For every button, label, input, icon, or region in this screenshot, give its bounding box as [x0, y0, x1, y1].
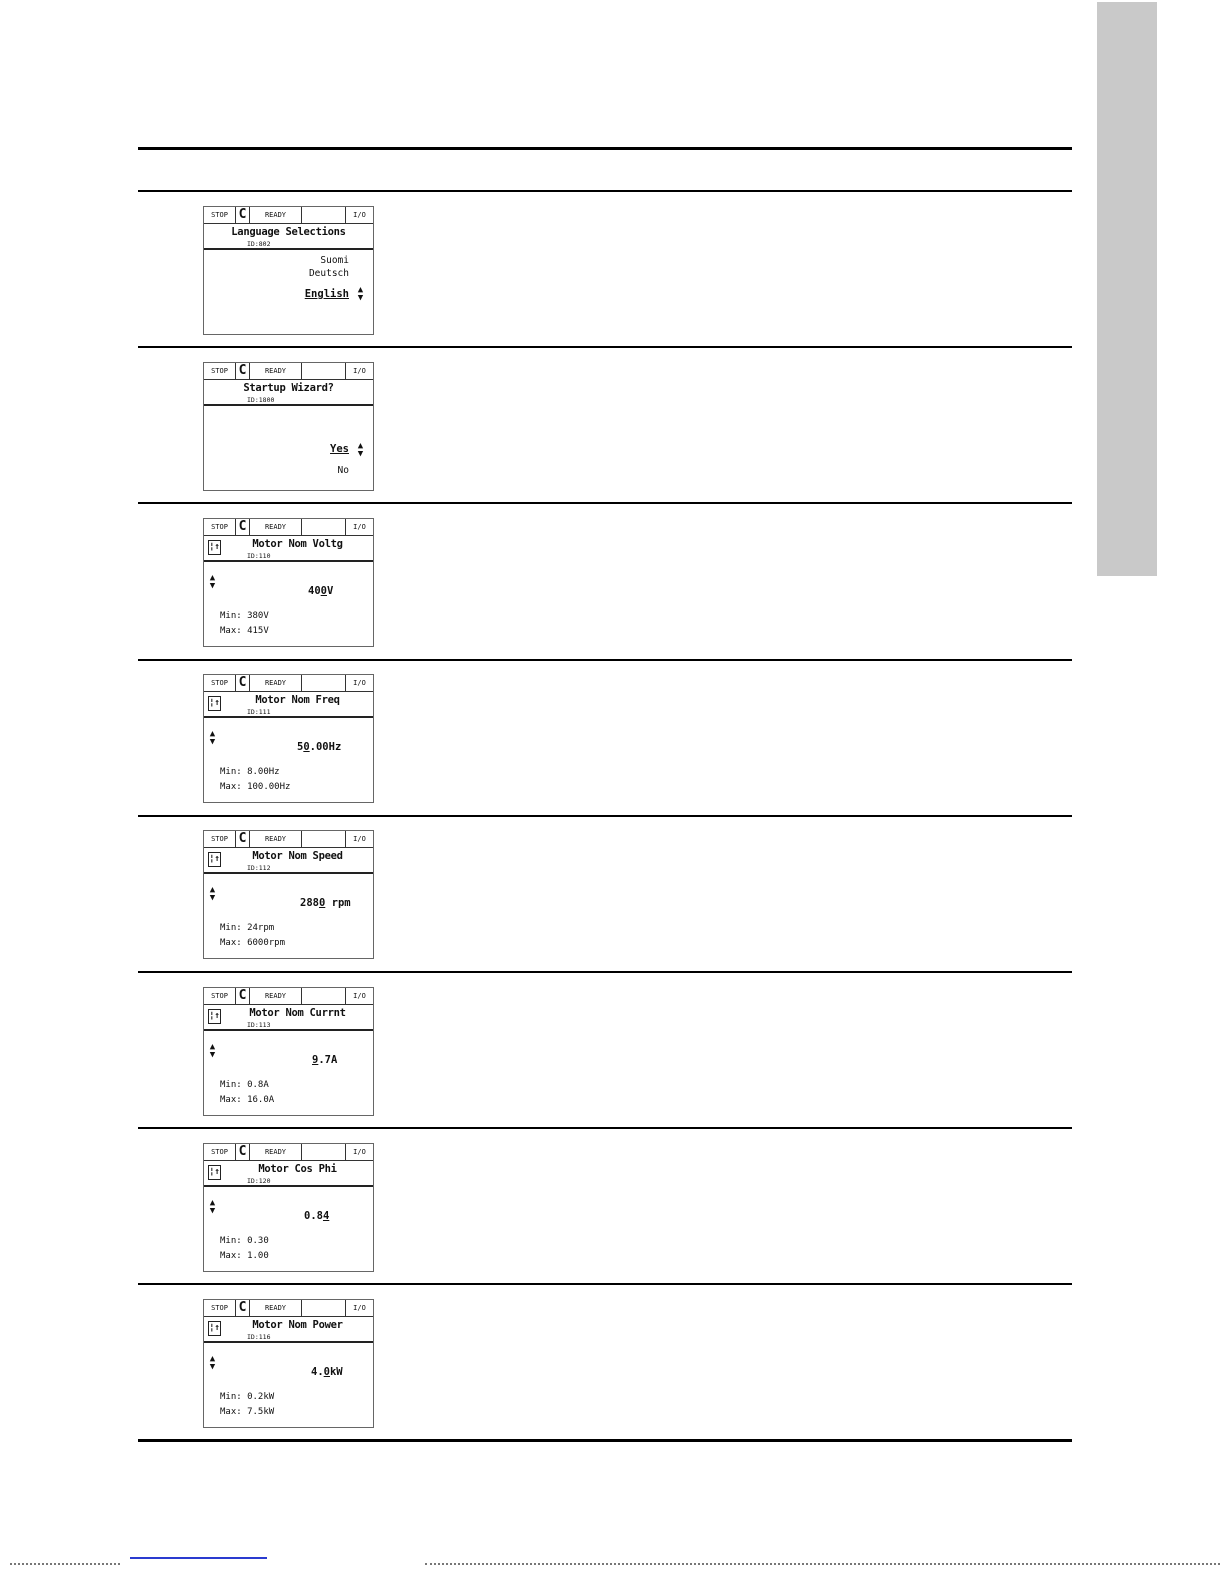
- max-value: Max: 16.0A: [220, 1095, 275, 1105]
- screen-header: [204, 380, 373, 406]
- max-value: Max: 415V: [220, 626, 269, 636]
- status-empty-cell: [302, 675, 346, 691]
- parameter-value[interactable]: [304, 1210, 329, 1222]
- keypad-screen-motor-nom-speed: [203, 830, 374, 959]
- parameter-value[interactable]: [297, 741, 341, 753]
- min-value: Min: 24rpm: [220, 923, 275, 933]
- ready-indicator: READY: [250, 988, 302, 1004]
- up-down-arrows-icon: ▲ ▼: [209, 1354, 216, 1372]
- parameter-value[interactable]: [312, 1054, 337, 1066]
- status-bar: [204, 675, 373, 692]
- ready-indicator: READY: [250, 519, 302, 535]
- value-cursor-digit: 0: [303, 741, 310, 753]
- stop-indicator: STOP: [204, 207, 236, 223]
- up-down-arrows-icon: ▲ ▼: [209, 1042, 216, 1060]
- value-prefix: 288: [300, 897, 319, 909]
- max-value: Max: 6000rpm: [220, 938, 286, 948]
- parameter-id: ID:120: [247, 1177, 271, 1185]
- wizard-option[interactable]: No: [337, 465, 349, 476]
- up-down-arrows-icon: ▲ ▼: [209, 729, 216, 747]
- io-indicator: I/O: [353, 835, 366, 843]
- up-down-arrows-icon: ▲ ▼: [209, 1198, 216, 1216]
- language-option[interactable]: Deutsch: [308, 268, 349, 279]
- status-bar: [204, 831, 373, 848]
- status-empty-cell: [302, 831, 346, 847]
- keypad-screen-motor-cos-phi: [203, 1143, 374, 1272]
- footer-link-underline[interactable]: [130, 1557, 267, 1559]
- row-divider: [138, 971, 1072, 973]
- keypad-screen-language: [203, 206, 374, 335]
- refresh-icon: C: [236, 1300, 250, 1316]
- io-indicator: I/O: [353, 523, 366, 531]
- value-prefix: 4.: [311, 1366, 324, 1378]
- status-empty-cell: [302, 1300, 346, 1316]
- status-bar: [204, 363, 373, 380]
- status-bar: [204, 519, 373, 536]
- ready-indicator: READY: [250, 831, 302, 847]
- keypad-screen-startup-wizard: [203, 362, 374, 491]
- stop-indicator: STOP: [204, 363, 236, 379]
- parameter-value[interactable]: [311, 1366, 343, 1378]
- io-indicator: I/O: [353, 679, 366, 687]
- min-value: Min: 380V: [220, 611, 269, 621]
- row-divider: [138, 502, 1072, 504]
- min-value: Min: 0.2kW: [220, 1392, 275, 1402]
- stop-indicator: STOP: [204, 675, 236, 691]
- parameter-edit-icon: ¦↑: [208, 540, 221, 555]
- screen-title: Motor Nom Voltg: [252, 538, 343, 550]
- value-suffix: kW: [329, 1366, 343, 1378]
- io-indicator: I/O: [353, 367, 366, 375]
- refresh-icon: C: [236, 363, 250, 379]
- max-value: Max: 100.00Hz: [220, 782, 291, 792]
- min-value: Min: 8.00Hz: [220, 767, 280, 777]
- keypad-screen-motor-nom-voltg: [203, 518, 374, 647]
- status-bar: [204, 1300, 373, 1317]
- keypad-screen-motor-nom-currnt: [203, 987, 374, 1116]
- language-option[interactable]: Suomi: [320, 255, 349, 266]
- parameter-id: ID:116: [247, 1333, 271, 1341]
- footer-dotted-line: [10, 1563, 120, 1565]
- stop-indicator: STOP: [204, 1300, 236, 1316]
- keypad-screen-motor-nom-freq: [203, 674, 374, 803]
- refresh-icon: C: [236, 988, 250, 1004]
- max-value: Max: 7.5kW: [220, 1407, 275, 1417]
- value-cursor-digit: 4: [322, 1210, 330, 1222]
- value-suffix: .7A: [318, 1054, 338, 1066]
- row-divider: [138, 1283, 1072, 1285]
- value-suffix: rpm: [325, 897, 351, 909]
- io-indicator: I/O: [353, 1304, 366, 1312]
- stop-indicator: STOP: [204, 519, 236, 535]
- screen-header: [204, 848, 373, 874]
- value-prefix: 0.8: [304, 1210, 323, 1222]
- chapter-side-tab: [1097, 2, 1157, 576]
- parameter-id: ID:111: [247, 708, 271, 716]
- table-top-rule: [138, 147, 1072, 150]
- value-prefix: 5: [297, 741, 304, 753]
- wizard-option-selected[interactable]: Yes: [330, 443, 349, 455]
- status-empty-cell: [302, 363, 346, 379]
- screen-title: Motor Nom Speed: [252, 850, 343, 862]
- footer-dotted-line: [425, 1563, 1220, 1565]
- screen-title: Language Selections: [231, 226, 346, 238]
- parameter-edit-icon: ¦↑: [208, 696, 221, 711]
- stop-indicator: STOP: [204, 1144, 236, 1160]
- refresh-icon: C: [236, 519, 250, 535]
- refresh-icon: C: [236, 831, 250, 847]
- status-bar: [204, 207, 373, 224]
- ready-indicator: READY: [250, 363, 302, 379]
- row-divider: [138, 1127, 1072, 1129]
- parameter-edit-icon: ¦↑: [208, 1165, 221, 1180]
- screen-header: [204, 1161, 373, 1187]
- up-down-arrows-icon: ▲ ▼: [209, 573, 216, 591]
- parameter-id: ID:113: [247, 1021, 271, 1029]
- io-indicator: I/O: [353, 211, 366, 219]
- value-cursor-digit: 0: [318, 897, 326, 909]
- parameter-id: ID:110: [247, 552, 271, 560]
- io-indicator: I/O: [353, 1148, 366, 1156]
- io-indicator: I/O: [353, 992, 366, 1000]
- status-empty-cell: [302, 988, 346, 1004]
- screen-title: Motor Nom Power: [252, 1319, 343, 1331]
- status-empty-cell: [302, 1144, 346, 1160]
- table-bottom-rule: [138, 1439, 1072, 1442]
- screen-title: Motor Nom Currnt: [249, 1007, 346, 1019]
- refresh-icon: C: [236, 207, 250, 223]
- refresh-icon: C: [236, 1144, 250, 1160]
- screen-header: [204, 1005, 373, 1031]
- min-value: Min: 0.30: [220, 1236, 269, 1246]
- refresh-icon: C: [236, 675, 250, 691]
- parameter-value[interactable]: [300, 897, 351, 909]
- stop-indicator: STOP: [204, 988, 236, 1004]
- parameter-id: ID:1800: [247, 396, 275, 404]
- screen-header: [204, 536, 373, 562]
- status-empty-cell: [302, 207, 346, 223]
- parameter-edit-icon: ¦↑: [208, 1321, 221, 1336]
- language-option-selected[interactable]: English: [304, 288, 349, 300]
- screen-header: [204, 692, 373, 718]
- parameter-id: ID:802: [247, 240, 271, 248]
- value-cursor-digit: 9: [312, 1054, 319, 1066]
- value-cursor-digit: 0: [323, 1366, 330, 1378]
- value-suffix: .00Hz: [309, 741, 342, 753]
- row-divider: [138, 659, 1072, 661]
- value-prefix: 40: [308, 585, 321, 597]
- parameter-edit-icon: ¦↑: [208, 1009, 221, 1024]
- up-down-arrows-icon: ▲ ▼: [209, 885, 216, 903]
- screen-header: [204, 1317, 373, 1343]
- parameter-value[interactable]: [308, 585, 333, 597]
- value-cursor-digit: 0: [320, 585, 327, 597]
- status-bar: [204, 988, 373, 1005]
- ready-indicator: READY: [250, 207, 302, 223]
- min-value: Min: 0.8A: [220, 1080, 269, 1090]
- screen-title: Motor Cos Phi: [258, 1163, 337, 1175]
- up-down-arrows-icon: ▲ ▼: [357, 285, 364, 303]
- up-down-arrows-icon: ▲ ▼: [357, 441, 364, 459]
- ready-indicator: READY: [250, 675, 302, 691]
- screen-title: Startup Wizard?: [243, 382, 334, 394]
- screen-title: Motor Nom Freq: [255, 694, 340, 706]
- row-divider: [138, 346, 1072, 348]
- status-empty-cell: [302, 519, 346, 535]
- ready-indicator: READY: [250, 1144, 302, 1160]
- parameter-id: ID:112: [247, 864, 271, 872]
- keypad-screen-motor-nom-power: [203, 1299, 374, 1428]
- screen-header: [204, 224, 373, 250]
- row-divider: [138, 815, 1072, 817]
- ready-indicator: READY: [250, 1300, 302, 1316]
- stop-indicator: STOP: [204, 831, 236, 847]
- value-suffix: V: [326, 585, 334, 597]
- parameter-edit-icon: ¦↑: [208, 852, 221, 867]
- max-value: Max: 1.00: [220, 1251, 269, 1261]
- status-bar: [204, 1144, 373, 1161]
- header-rule: [138, 190, 1072, 192]
